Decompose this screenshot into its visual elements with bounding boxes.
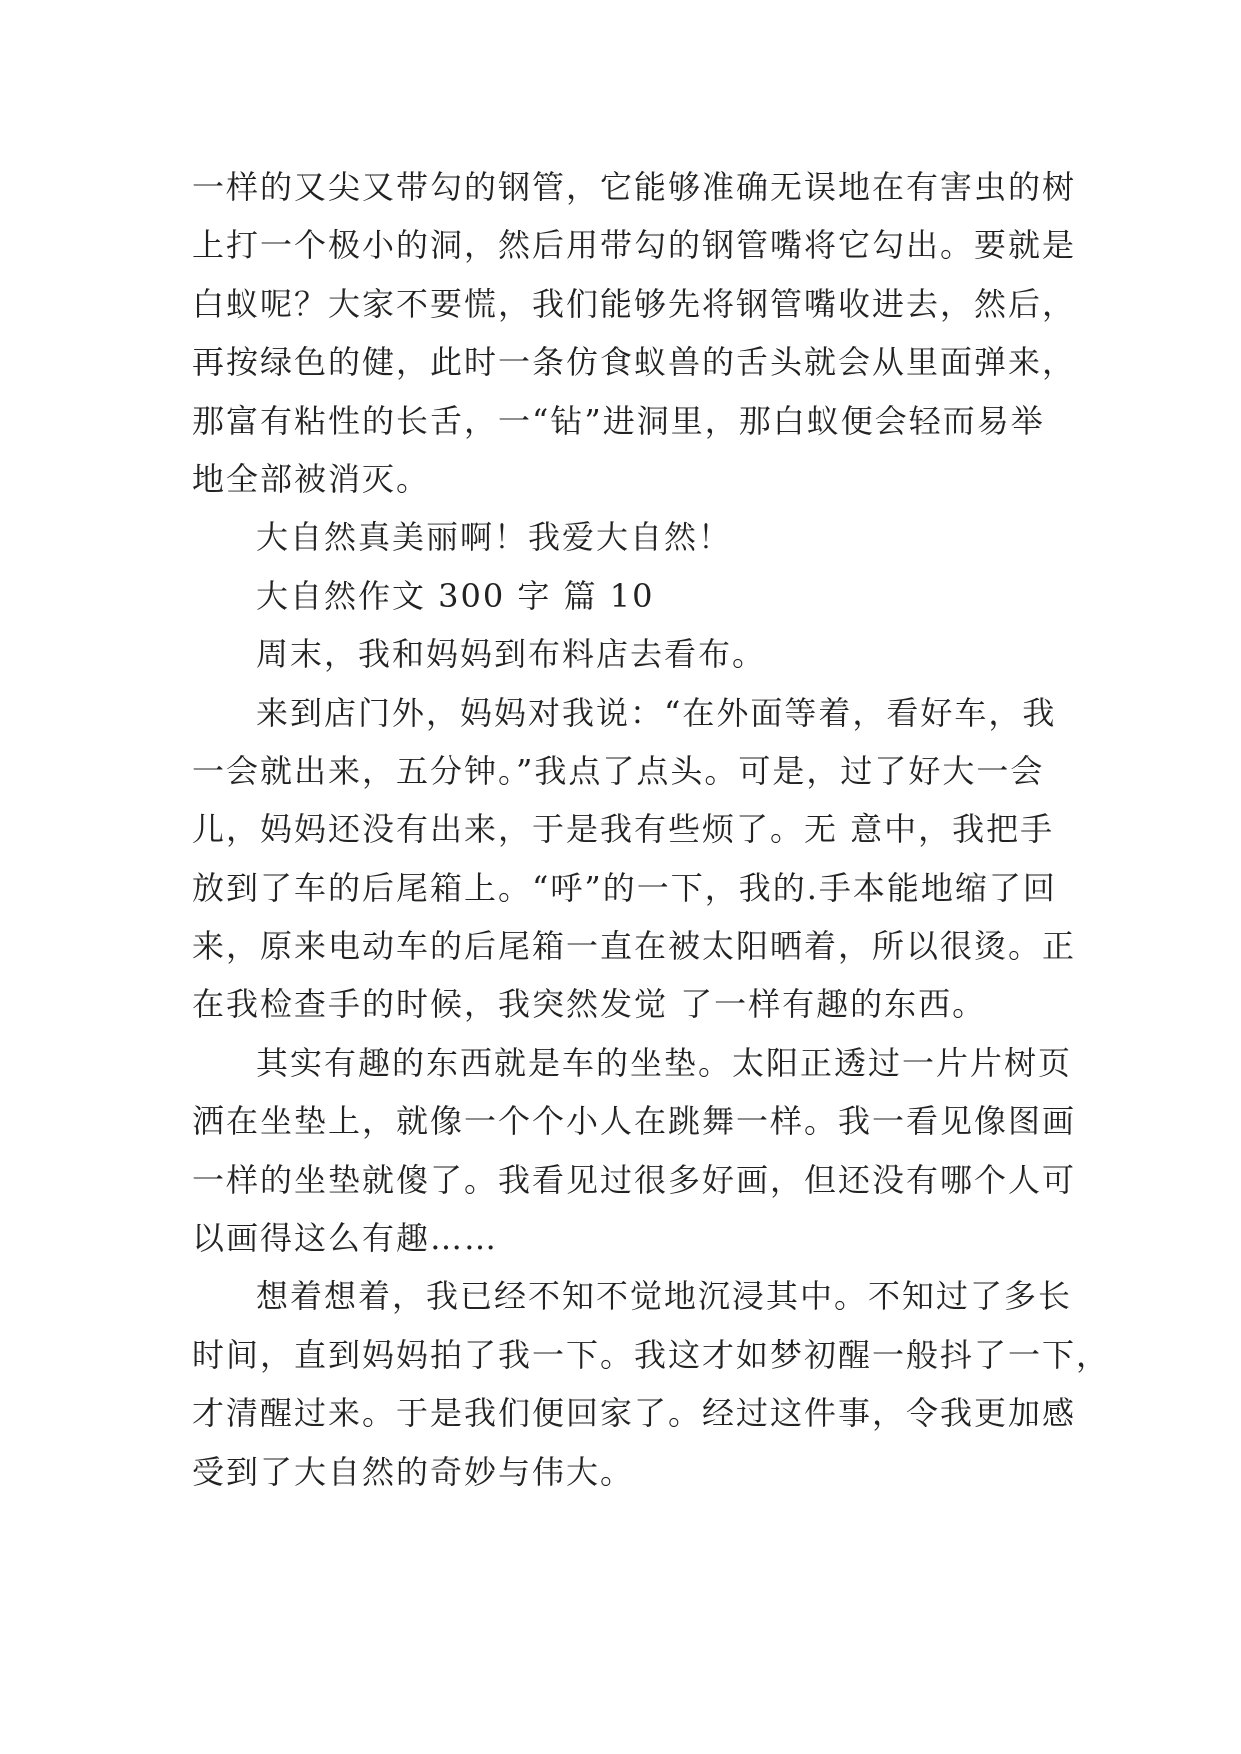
text-line: 一会就出来，五分钟。”我点了点头。可是，过了好大一会 [192,751,1045,790]
paragraph [192,684,1077,1034]
paragraph [192,625,1072,683]
text-line: 那富有粘性的长舌，一“钻”进洞里，那白蚁便会轻而易举 [192,401,1045,440]
text-line: 受到了大自然的奇妙与伟大。 [192,1452,635,1491]
text-line: 想着想着，我已经不知不觉地沉浸其中。不知过了多长 [256,1277,1073,1316]
text-line: 一样的又尖又带勾的钢管，它能够准确无误地在有害虫的树 [192,168,1077,206]
text-line: 时间，直到妈妈拍了我一下。我这才如梦初醒一般抖了一下， [192,1335,1111,1374]
paragraph [192,1034,1077,1268]
text-line: 再按绿色的健，此时一条仿食蚁兽的舌头就会从里面弹来， [192,343,1077,382]
heading-text: 大自然作文 300 字 篇 10 [256,576,655,615]
text-line: 洒在坐垫上，就像一个个小人在跳舞一样。我一看见像图画 [192,1102,1077,1141]
text-line: 周末，我和妈妈到布料店去看布。 [256,635,767,674]
text-line: 放到了车的后尾箱上。“呼”的一下，我的.手本能地缩了回 [192,868,1057,907]
text-line: 地全部被消灭。 [192,459,431,498]
text-line: 来，原来电动车的后尾箱一直在被太阳晒着，所以很烫。正 [192,927,1077,966]
text-line: 在我检查手的时候，我突然发觉 了一样有趣的东西。 [192,985,987,1024]
section-heading [192,567,1072,625]
text-line: 儿，妈妈还没有出来，于是我有些烦了。无 意中，我把手 [192,810,1055,849]
text-line: 白蚁呢？大家不要慌，我们能够先将钢管嘴收进去，然后， [192,284,1077,323]
text-line: 上打一个极小的洞，然后用带勾的钢管嘴将它勾出。要就是 [192,226,1077,265]
document-body [192,158,1111,1501]
paragraph [192,1267,1111,1501]
text-line: 一样的坐垫就傻了。我看见过很多好画，但还没有哪个人可 [192,1160,1077,1199]
paragraph [192,508,1072,566]
text-line: 以画得这么有趣…… [192,1219,499,1258]
text-line: 才清醒过来。于是我们便回家了。经过这件事，令我更加感 [192,1394,1077,1433]
text-line: 大自然真美丽啊！我爱大自然！ [256,518,733,557]
paragraph [192,158,1077,508]
text-line: 来到店门外，妈妈对我说：“在外面等着，看好车，我 [256,693,1057,732]
text-line: 其实有趣的东西就是车的坐垫。太阳正透过一片片树页 [256,1043,1073,1082]
